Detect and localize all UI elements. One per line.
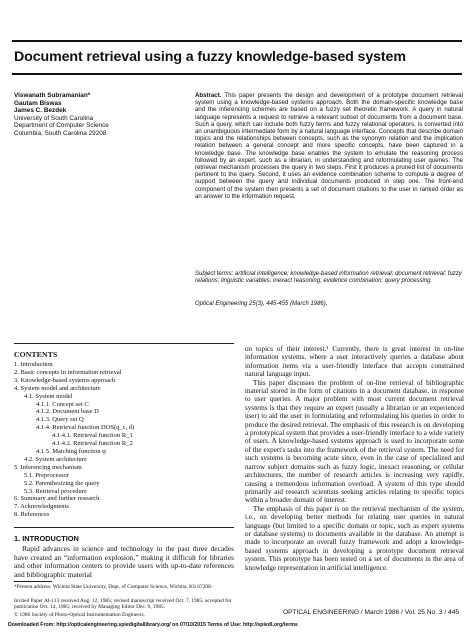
toc-item: 5. Inferencing mechanism [14, 463, 82, 471]
footnote-invited-paper: Invited Paper AI-113 received Aug. 12, 1985; revised manuscript received Oct. 7, 1985; accepted for publication Oct. 14, 1985; received by Managing Editor Dec. 9, 1985. [14, 598, 232, 611]
body-paragraph: The emphasis of this paper is on the retrieval mechanism of the system, i.e., on developing better methods for relating user queries in natural language (but limited to a specific domain or topic, such as expert systems or database systems) to documents available in the database. An attempt is made to incorporate an overall fuzzy framework and adopt a knowledge-based systems approach in developing a prototype document retrieval system. This prototype has been tested on a set of documents in the area of knowledge representation in artificial intelligence. [245, 504, 464, 572]
journal-citation: Optical Engineering 25(3), 445-455 (March 1986). [195, 301, 328, 307]
toc-item: 7. Acknowledgments [14, 503, 69, 511]
affiliation-line: Columbia, South Carolina 29208 [14, 129, 107, 137]
paper-title: Document retrieval using a fuzzy knowledge-based system [14, 49, 406, 65]
subject-terms: Subject terms: artificial intelligence; knowledge-based information retrieval; document retrieval; fuzzy relations; linguistic variables; inexact reasoning; evidence combination; query processing. [195, 271, 462, 285]
toc-item: 4.1.4. Retrieval function DOS(q_c, d) [36, 424, 135, 432]
toc-item: 5.1. Preprocessor [24, 471, 69, 479]
top-rule [12, 40, 462, 42]
right-column-body [245, 345, 464, 572]
author-name: Gautam Biswas [14, 99, 62, 107]
footnote-present-address: *Present address: Wichita State University, Dept. of Computer Science, Wichita, KS 67208. [14, 584, 213, 590]
toc-item: 5.2. Parenthesizing the query [24, 479, 100, 487]
toc-item: 3. Knowledge-based systems approach [14, 376, 116, 384]
toc-item: 4.2. System architecture [24, 455, 87, 463]
toc-item: 5.3. Retrieval procedure [24, 487, 87, 495]
download-notice: Downloaded From: http://opticalengineering.spiedigitallibrary.org/ on 07/10/2015 Terms of Use: http://spiedl.org/terms [8, 622, 298, 628]
toc-item: 4.1.3. Query set Q [36, 416, 84, 424]
toc-item: 4.1. System model [24, 392, 73, 400]
toc-item: 6. Summary and further research [14, 495, 100, 503]
footnote-rule [14, 581, 52, 582]
author-block [14, 92, 174, 138]
title-rule [12, 73, 462, 75]
toc-item: 8. References [14, 511, 50, 519]
toc-item: 4. System model and architecture [14, 384, 101, 392]
introduction-text: Rapid advances in science and technology in the past three decades have created an “information explosion,” making it difficult for libraries and other information centers to provide users with up-to-date references and bibliographic material [14, 544, 234, 580]
author-name: James C. Bezdek [14, 107, 67, 115]
table-of-contents [14, 361, 134, 519]
body-paragraph: on topics of their interest.¹ Currently, there is great interest in on-line information systems, where a user interactively queries a database about information items via a user-friendly interface that accepts constrained natural language input. [245, 345, 464, 379]
contents-heading: CONTENTS [14, 350, 58, 359]
toc-item: 4.1.4.1. Retrieval function R_1 [52, 432, 133, 440]
footnote-copyright: © 1986 Society of Photo-Optical Instrumentation Engineers. [14, 612, 145, 618]
toc-item: 4.1.1. Concept set C [36, 400, 89, 408]
toc-item: 1. Introduction [14, 361, 53, 368]
contents-bottom-rule [14, 527, 234, 528]
introduction-heading: 1. INTRODUCTION [14, 534, 79, 543]
abstract-text: This paper presents the design and development of a prototype document retrieval system using a knowledge-based systems approach. Both the domain-specific knowledge base and the inferencing schemes are based on a fuzzy set theoretic framework. A query in natural language represents a request to retrieve a relevant subset of documents from a document base. Such a query, which can include both fuzzy terms and fuzzy relational operators, is converted into an unambiguous intermediate form by a natural language interface. Concepts that describe domain topics and the relationships between concepts, such as the synonym relation and the implication relation between a general concept and more specific concepts, have been captured in a knowledge base. The knowledge base enables the system to emulate the reasoning process followed by an expert, such as a librarian, in understanding and reformulating user queries. The retrieval mechanism processes the query in two steps. First it produces a pruned list of documents pertinent to the query. Second, it uses an evidence combination scheme to compute a degree of support between the query and individual documents produced in step one. The front-end component of the system then presents a set of document citations to the user in ranked order as an answer to the information request. [195, 92, 463, 200]
affiliation-line: University of South Carolina [14, 114, 94, 122]
journal-footer: OPTICAL ENGINEERING / March 1986 / Vol. 25 No. 3 / 445 [283, 609, 460, 616]
contents-top-rule [14, 343, 234, 344]
abstract-label: Abstract. [195, 92, 222, 99]
toc-item: 4.1.4.2. Retrieval function R_2 [52, 440, 133, 448]
abstract [195, 92, 463, 200]
toc-item: 2. Basic concepts in information retrieval [14, 368, 122, 376]
author-name: Viswanath Subramanian* [14, 92, 91, 99]
toc-item: 4.1.5. Matching function φ [36, 447, 106, 455]
affiliation-line: Department of Computer Science [14, 122, 109, 130]
toc-item: 4.1.2. Document base D [36, 408, 99, 416]
body-paragraph: This paper discusses the problem of on-line retrieval of bibliographic material stored in the form of citations in a document database, in response to user queries. A major problem with most current document retrieval systems is that they require an expert (usually a librarian or an experienced user) to aid the user in formulating and reformulating his queries in order to produce the desired retrieval. The emphasis of this research is on developing a prototypical system that provides a user-friendly interface to a wide variety of users. A knowledge-based systems approach is used to incorporate some of the expert's tasks into the framework of the retrieval system. The need for such systems is becoming acute since, even in the case of specialized and narrow subject domains such as fuzzy logic, inexact reasoning, or cellular architectures, the number of research articles is increasing very rapidly, causing a tremendous information overload. A system of this type should primarily aid research scientists seeking articles relating to specific topics within a broader domain of interest. [245, 378, 464, 505]
